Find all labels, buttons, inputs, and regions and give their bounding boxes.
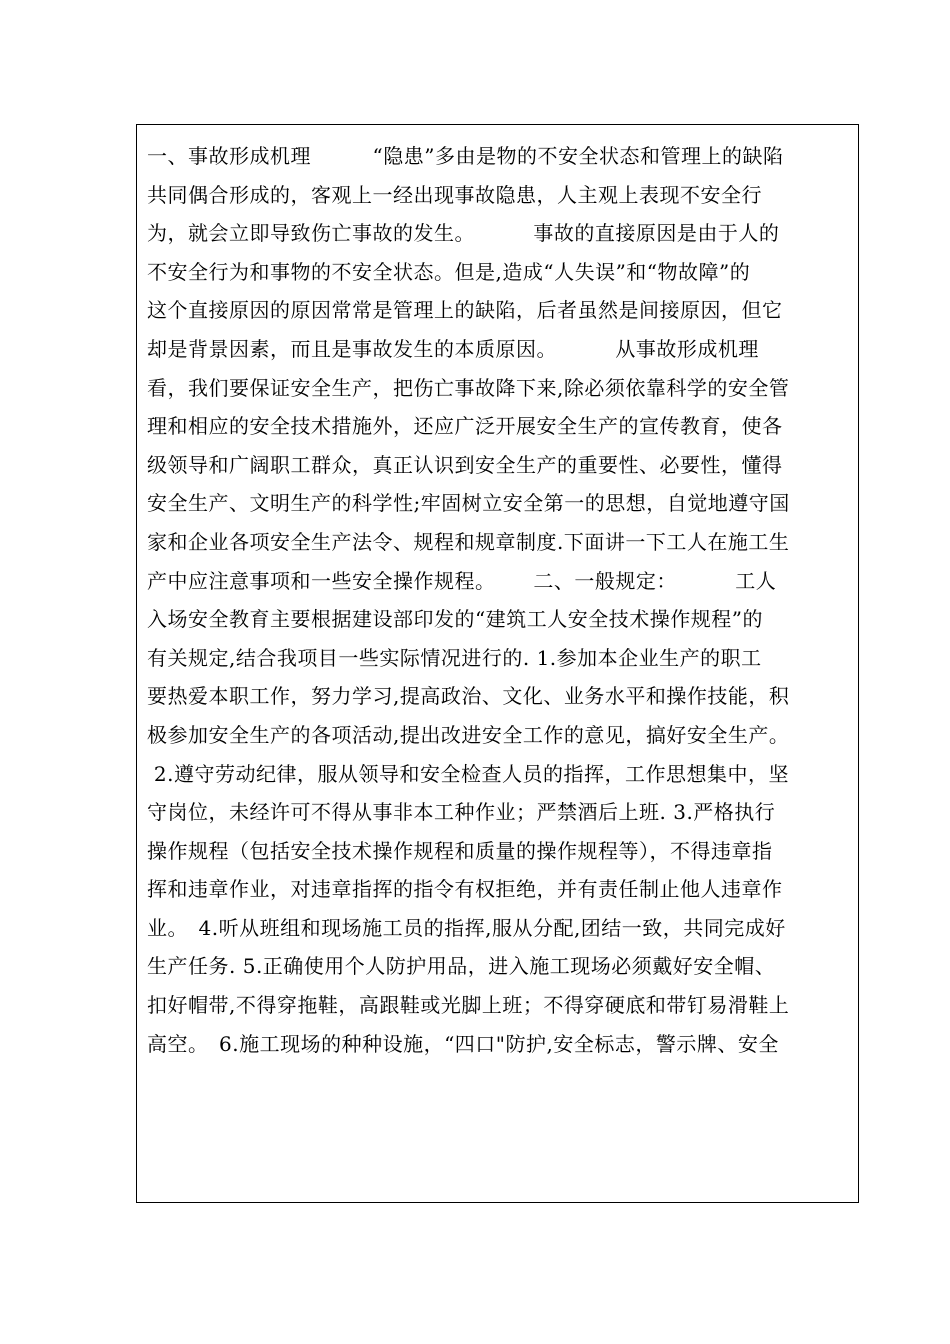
- text-line-22: 生产任务. 5.正确使用个人防护用品，进入施工现场必须戴好安全帽、: [147, 954, 776, 979]
- text-line-18: 守岗位，未经许可不得从事非本工种作业；严禁酒后上班. 3.严格执行: [147, 800, 776, 825]
- text-line-19: 操作规程（包括安全技术操作规程和质量的操作规程等），不得违章指: [147, 838, 773, 863]
- text-line-5: 这个直接原因的原因常常是管理上的缺陷，后者虽然是间接原因，但它: [147, 298, 783, 323]
- text-line-6: 却是背景因素，而且是事故发生的本质原因。 从事故形成机理: [147, 336, 759, 361]
- text-line-12: 产中应注意事项和一些安全操作规程。 二、一般规定： 工人: [147, 568, 777, 593]
- text-line-15: 要热爱本职工作，努力学习,提高政治、文化、业务水平和操作技能，积: [147, 684, 790, 709]
- text-line-14: 有关规定,结合我项目一些实际情况进行的. 1.参加本企业生产的职工: [147, 645, 762, 670]
- text-line-4: 不安全行为和事物的不安全状态。但是,造成“人失误”和“物故障”的: [147, 259, 751, 284]
- text-line-20: 挥和违章作业，对违章指挥的指令有权拒绝，并有责任制止他人违章作: [147, 877, 783, 902]
- text-line-16: 极参加安全生产的各项活动,提出改进安全工作的意见，搞好安全生产。: [147, 722, 790, 747]
- text-line-1: 一、事故形成机理 “隐患”多由是物的不安全状态和管理上的缺陷: [147, 144, 784, 168]
- text-line-24: 高空。 6.施工现场的种种设施，“四口"防护,安全标志，警示牌、安全: [147, 1031, 779, 1056]
- document-frame: [136, 124, 859, 1203]
- text-line-2: 共同偶合形成的，客观上一经出现事故隐患，人主观上表现不安全行: [147, 182, 762, 207]
- text-line-21: 业。 4.听从班组和现场施工员的指挥,服从分配,团结一致，共同完成好: [147, 915, 786, 940]
- text-line-9: 级领导和广阔职工群众，真正认识到安全生产的重要性、必要性，懂得: [147, 452, 783, 477]
- text-line-17: 2.遵守劳动纪律，服从领导和安全检查人员的指挥，工作思想集中，坚: [147, 761, 789, 786]
- text-line-11: 家和企业各项安全生产法令、规程和规章制度.下面讲一下工人在施工生: [147, 529, 790, 554]
- document-body: [147, 137, 854, 1063]
- text-line-7: 看，我们要保证安全生产，把伤亡事故降下来,除必须依靠科学的安全管: [147, 375, 790, 400]
- text-line-8: 理和相应的安全技术措施外，还应广泛开展安全生产的宣传教育，使各: [147, 414, 783, 439]
- text-line-23: 扣好帽带,不得穿拖鞋，高跟鞋或光脚上班；不得穿硬底和带钉易滑鞋上: [147, 993, 790, 1018]
- text-line-13: 入场安全教育主要根据建设部印发的“建筑工人安全技术操作规程”的: [147, 607, 763, 632]
- text-line-3: 为，就会立即导致伤亡事故的发生。 事故的直接原因是由于人的: [147, 221, 780, 246]
- text-line-10: 安全生产、文明生产的科学性;牢固树立安全第一的思想，自觉地遵守国: [147, 491, 790, 516]
